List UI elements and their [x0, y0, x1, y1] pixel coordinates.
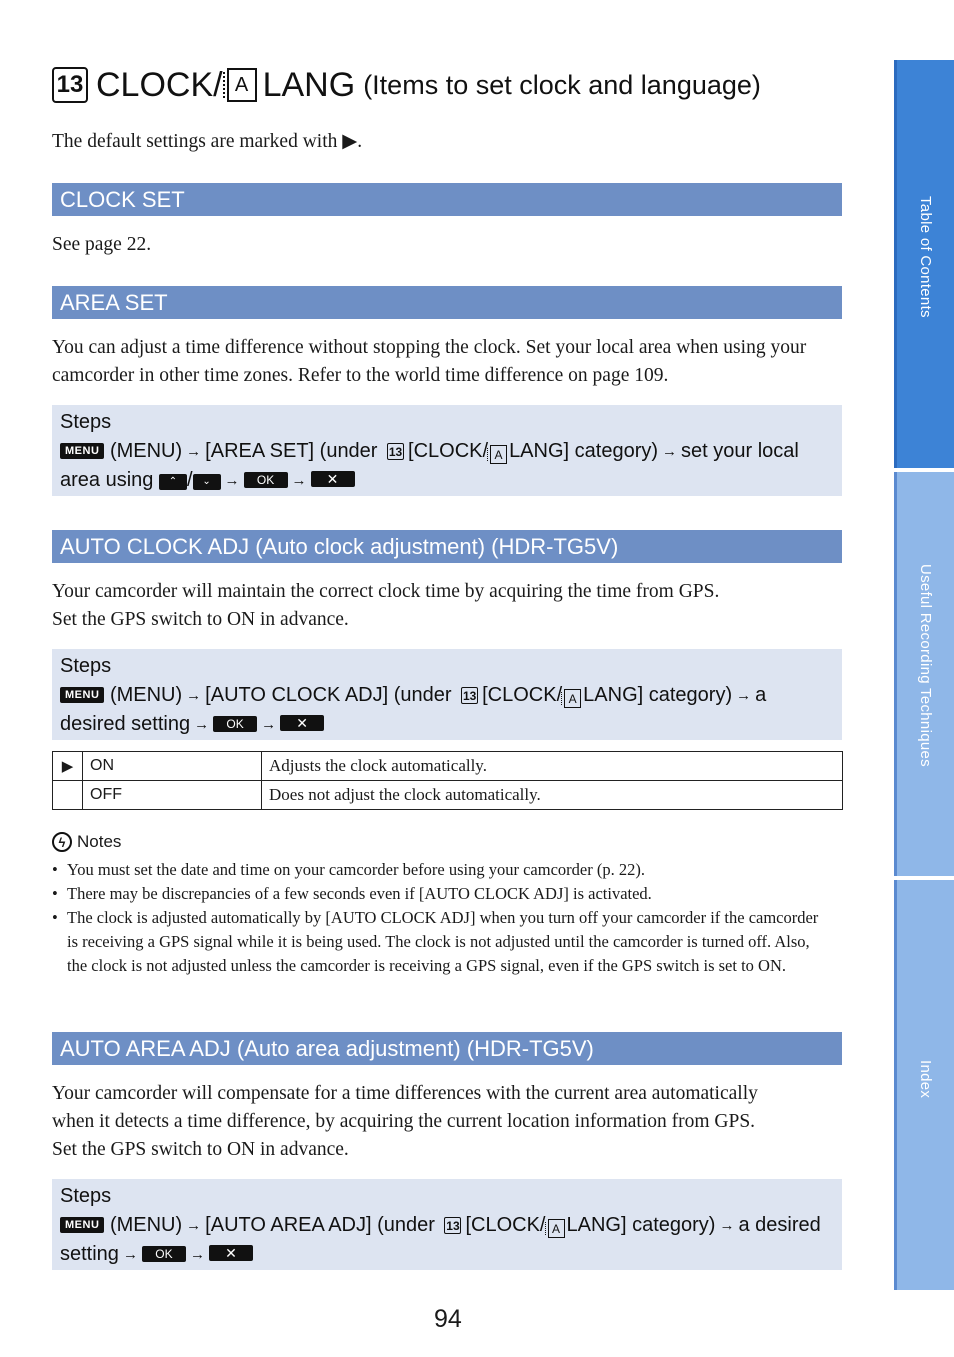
- auto-area-adj-line-1: Your camcorder will compensate for a time differences with the current area automatically: [52, 1083, 758, 1104]
- auto-clock-adj-body: [52, 578, 832, 634]
- arrow-icon: →: [186, 1216, 202, 1234]
- close-button-icon: ✕: [280, 715, 324, 731]
- menu-button-icon: MENU: [60, 687, 104, 703]
- steps-text: [60, 1211, 834, 1270]
- table-row: [53, 781, 843, 810]
- language-icon: A: [548, 1219, 565, 1238]
- close-button-icon: ✕: [209, 1245, 253, 1261]
- table-row: [53, 752, 843, 781]
- language-icon: A: [490, 445, 507, 464]
- slash: /: [186, 469, 193, 491]
- page-number: 94: [434, 1305, 462, 1333]
- steps-text: [60, 437, 834, 496]
- steps-label: Steps: [60, 655, 112, 677]
- page-title: [52, 60, 761, 110]
- option-name: ON: [83, 752, 262, 781]
- auto-area-adj-body: [52, 1080, 832, 1164]
- down-button-icon: ⌄: [193, 474, 221, 490]
- clock-set-body: [52, 231, 832, 259]
- section-heading-clock-set: CLOCK SET: [52, 183, 842, 216]
- notes-list: [52, 858, 832, 978]
- arrow-icon: →: [662, 442, 678, 460]
- arrow-icon: →: [186, 442, 202, 460]
- arrow-icon: →: [261, 716, 277, 733]
- tab-index[interactable]: [894, 880, 954, 1290]
- arrow-icon: →: [194, 716, 210, 733]
- menu-button-icon: MENU: [60, 443, 104, 459]
- arrow-icon: →: [291, 472, 307, 489]
- steps-box-auto-clock-adj: [52, 649, 842, 740]
- tab-label: Useful Recording Techniques: [917, 564, 934, 767]
- steps-category-text: [CLOCK/: [482, 683, 563, 706]
- steps-category-end: LANG] category): [566, 1213, 716, 1236]
- auto-area-adj-line-2: when it detects a time difference, by acquiring the current location information from GPS.: [52, 1111, 756, 1132]
- ok-button-icon: OK: [213, 716, 257, 732]
- steps-box-auto-area-adj: [52, 1179, 842, 1270]
- steps-menu-text: (MENU): [109, 439, 183, 462]
- steps-label: Steps: [60, 411, 112, 433]
- notes-icon: ϟ: [52, 832, 72, 852]
- auto-area-adj-line-3: Set the GPS switch to ON in advance.: [52, 1139, 349, 1160]
- arrow-icon: →: [224, 472, 240, 489]
- steps-action-text: set your local area using: [60, 439, 799, 491]
- arrow-icon: →: [186, 686, 202, 704]
- clock-category-icon: 13: [388, 444, 403, 459]
- steps-category-text: [CLOCK/: [408, 439, 489, 462]
- steps-action-text: a desired setting: [60, 1213, 821, 1265]
- clock-category-icon: 13: [52, 67, 88, 103]
- ok-button-icon: OK: [244, 472, 288, 488]
- section-heading-auto-area-adj: AUTO AREA ADJ (Auto area adjustment) (HDR-TG5V): [52, 1032, 842, 1065]
- close-button-icon: ✕: [311, 471, 355, 487]
- title-clock: CLOCK/: [96, 65, 223, 104]
- steps-label: Steps: [60, 1185, 112, 1207]
- steps-box-area-set: [52, 405, 842, 496]
- tab-useful-recording-techniques[interactable]: [894, 472, 954, 876]
- auto-clock-adj-line-1: Your camcorder will maintain the correct clock time by acquiring the time from GPS.: [52, 581, 720, 602]
- options-table: [52, 751, 843, 810]
- auto-clock-adj-line-2: Set the GPS switch to ON in advance.: [52, 609, 349, 630]
- list-item: • The clock is adjusted automatically by [AUTO CLOCK ADJ] when you turn off your camcorder if the camcorder is receiving a GPS signal while it is being used. The clock is not adjusted until the camcorder is turned off. Also, the clock is not adjusted unless the camcorder is receiving a GPS signal, even if the GPS switch is set to ON.: [52, 906, 832, 978]
- language-icon: A: [227, 68, 257, 102]
- notes-heading: [52, 832, 121, 852]
- up-button-icon: ⌃: [159, 474, 187, 490]
- default-note: The default settings are marked with ▶.: [52, 131, 363, 152]
- steps-text: [60, 681, 834, 740]
- ok-button-icon: OK: [142, 1246, 186, 1262]
- title-lang: LANG: [262, 65, 356, 104]
- arrow-icon: →: [719, 1216, 735, 1234]
- tab-table-of-contents[interactable]: [894, 60, 954, 468]
- list-item: • You must set the date and time on your camcorder before using your camcorder (p. 22).: [52, 858, 832, 882]
- steps-menu-text: (MENU): [109, 683, 183, 706]
- steps-category-end: LANG] category): [583, 683, 733, 706]
- tab-label: Index: [917, 1060, 934, 1099]
- notes-label: Notes: [77, 832, 122, 851]
- option-name: OFF: [83, 781, 262, 810]
- steps-item-text: [AUTO AREA ADJ] (under: [205, 1213, 435, 1236]
- page-22-link[interactable]: See page 22.: [52, 234, 152, 255]
- steps-menu-text: (MENU): [109, 1213, 183, 1236]
- steps-category-text: [CLOCK/: [465, 1213, 546, 1236]
- language-icon: A: [564, 689, 581, 708]
- steps-action-text: a desired setting: [60, 683, 767, 735]
- list-item: • There may be discrepancies of a few seconds even if [AUTO CLOCK ADJ] is activated.: [52, 882, 832, 906]
- default-marker-icon: [53, 781, 83, 810]
- option-desc: Does not adjust the clock automatically.: [262, 781, 843, 810]
- arrow-icon: →: [189, 1246, 205, 1263]
- steps-item-text: [AUTO CLOCK ADJ] (under: [205, 683, 452, 706]
- section-heading-auto-clock-adj: AUTO CLOCK ADJ (Auto clock adjustment) (HDR-TG5V): [52, 530, 842, 563]
- arrow-icon: →: [736, 686, 752, 704]
- arrow-icon: →: [122, 1246, 138, 1263]
- tab-label: Table of Contents: [917, 196, 934, 318]
- menu-button-icon: MENU: [60, 1217, 104, 1233]
- steps-item-text: [AREA SET] (under: [205, 439, 378, 462]
- section-heading-area-set: AREA SET: [52, 286, 842, 319]
- area-set-body: You can adjust a time difference without stopping the clock. Set your local area when using your camcorder in other time zones. Refer to the world time difference on page 109.: [52, 337, 807, 386]
- title-subtitle: (Items to set clock and language): [363, 69, 761, 100]
- option-desc: Adjusts the clock automatically.: [262, 752, 843, 781]
- clock-category-icon: 13: [446, 1218, 460, 1233]
- steps-category-end: LANG] category): [509, 439, 659, 462]
- clock-category-icon: 13: [462, 688, 477, 703]
- default-marker-icon: ▶: [53, 752, 83, 781]
